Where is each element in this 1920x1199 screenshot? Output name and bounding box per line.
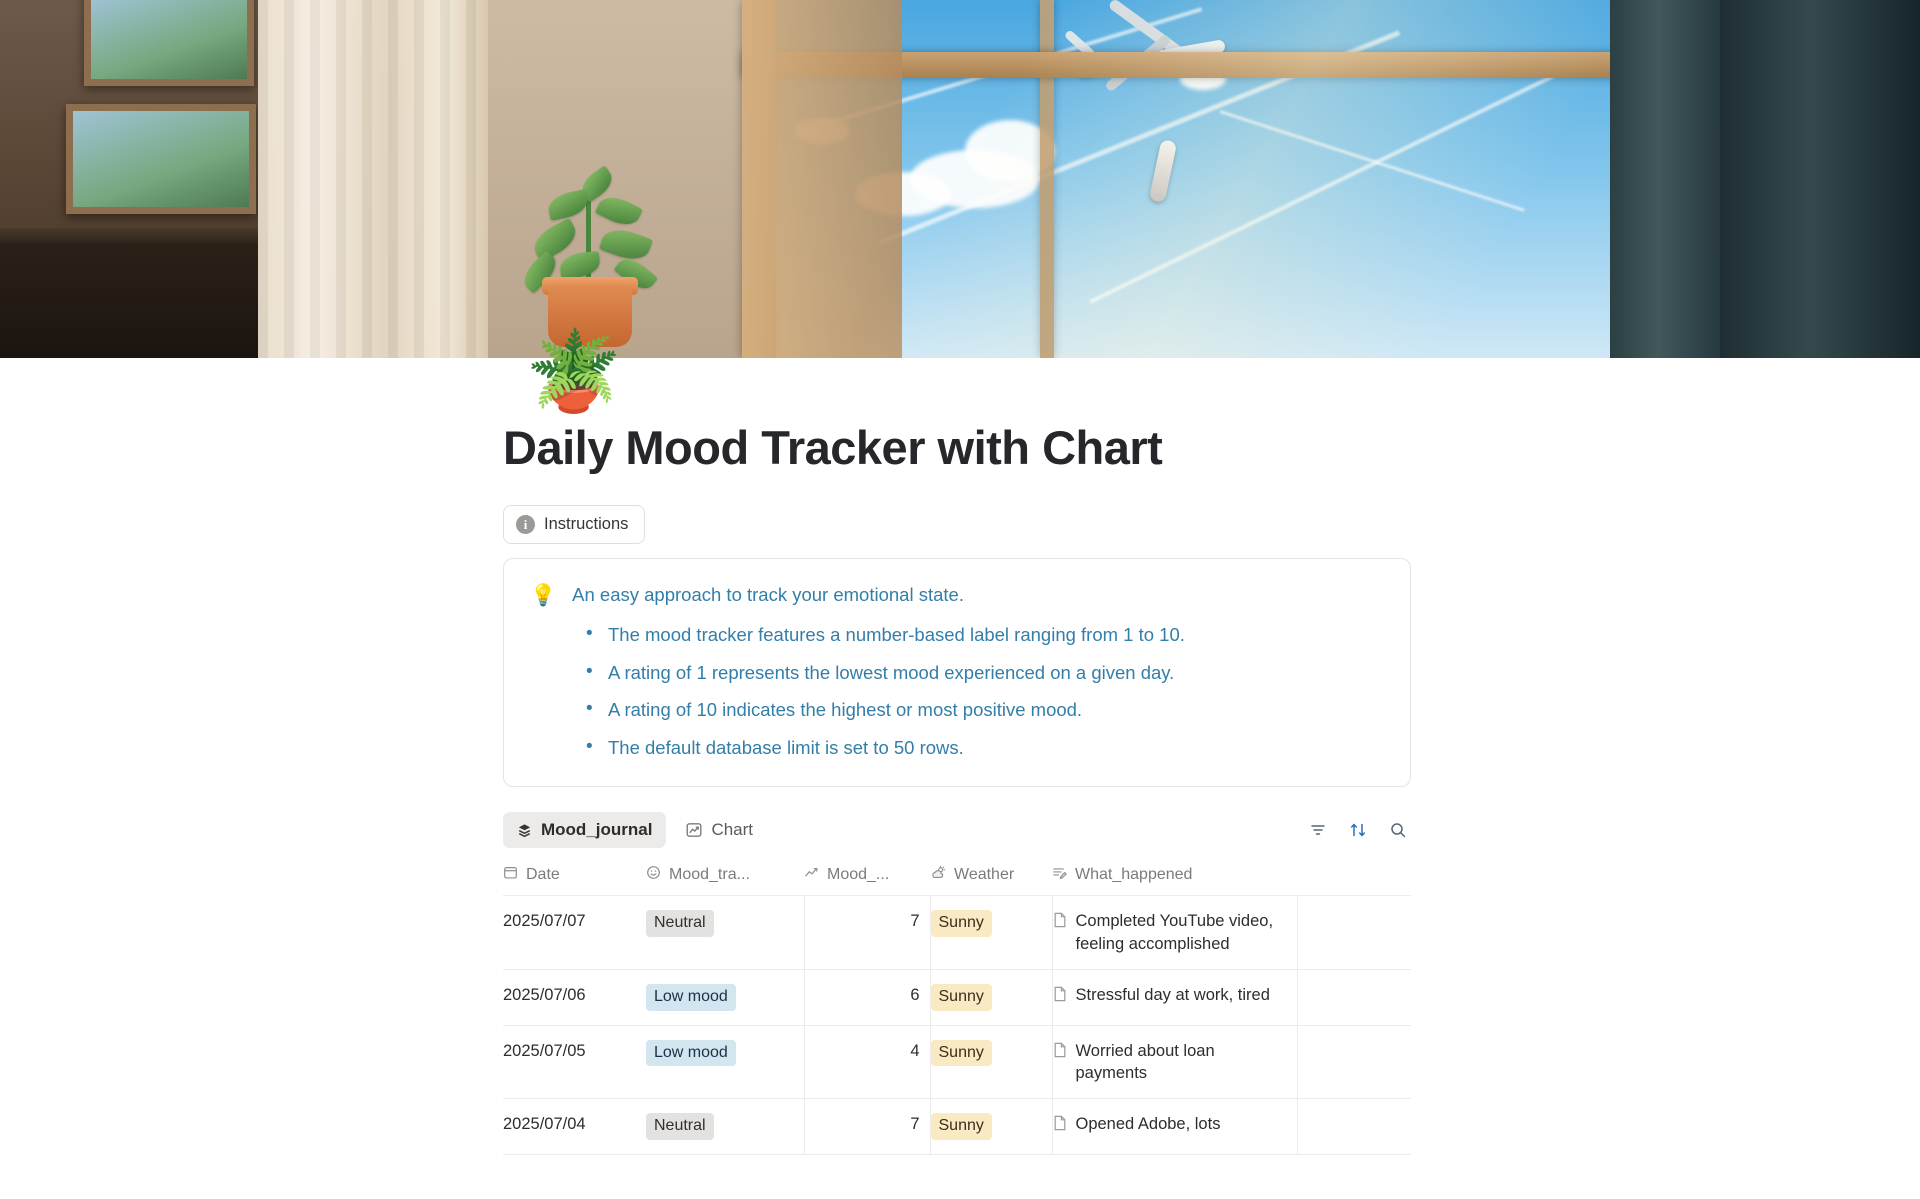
cell-empty — [1297, 1099, 1411, 1155]
document-icon — [1053, 1042, 1067, 1064]
instructions-toggle-label: Instructions — [544, 515, 629, 533]
table-row[interactable] — [503, 1099, 1411, 1155]
chart-line-icon — [686, 822, 702, 838]
column-header-weather[interactable] — [930, 855, 1052, 896]
column-header-date[interactable] — [503, 855, 646, 896]
what-happened-text: Opened Adobe, lots — [1075, 1115, 1221, 1134]
calendar-icon — [503, 865, 518, 885]
column-label: Date — [526, 866, 560, 884]
document-icon — [1053, 1115, 1067, 1137]
weather-badge: Sunny — [931, 1113, 992, 1140]
column-label: Mood_tra... — [669, 866, 750, 884]
status-badge: Low mood — [646, 984, 736, 1011]
what-happened-text: Stressful day at work, tired — [1075, 985, 1270, 1004]
filter-icon[interactable] — [1309, 821, 1327, 839]
instructions-list — [530, 622, 1384, 760]
weather-badge: Sunny — [931, 984, 992, 1011]
smiley-icon — [646, 865, 661, 885]
database-block — [503, 809, 1411, 1155]
cell-mood-score[interactable]: 7 — [804, 1099, 930, 1155]
database-toolbar — [503, 809, 1411, 851]
instructions-intro: An easy approach to track your emotional state. — [572, 584, 964, 605]
cell-date[interactable]: 2025/07/06 — [503, 969, 646, 1025]
page-icon-emoji[interactable]: 🪴 — [525, 327, 623, 415]
cell-mood-score[interactable]: 6 — [804, 969, 930, 1025]
status-badge: Neutral — [646, 1113, 714, 1140]
status-badge: Neutral — [646, 910, 714, 937]
table-row[interactable] — [503, 896, 1411, 970]
cell-what-happened[interactable] — [1052, 896, 1297, 970]
cell-mood-tracker[interactable] — [646, 896, 804, 970]
cell-mood-tracker[interactable] — [646, 969, 804, 1025]
cell-empty — [1297, 1025, 1411, 1099]
list-item: • A rating of 1 represents the lowest mood experienced on a given day. — [608, 660, 1384, 686]
column-label: Mood_... — [827, 866, 890, 884]
tab-chart[interactable] — [672, 812, 767, 848]
table-header-row — [503, 855, 1411, 896]
cell-mood-tracker[interactable] — [646, 1099, 804, 1155]
search-icon[interactable] — [1389, 821, 1407, 839]
curtain-left — [258, 0, 488, 358]
picture-frame — [66, 104, 256, 214]
cell-empty — [1297, 896, 1411, 970]
cell-weather[interactable] — [930, 896, 1052, 970]
weather-badge: Sunny — [931, 1040, 992, 1067]
cell-weather[interactable] — [930, 1099, 1052, 1155]
column-header-mood-score[interactable] — [804, 855, 930, 896]
column-header-what-happened[interactable] — [1052, 855, 1297, 896]
cell-what-happened[interactable] — [1052, 1099, 1297, 1155]
cell-mood-score[interactable]: 4 — [804, 1025, 930, 1099]
tab-mood-journal[interactable] — [503, 812, 666, 848]
column-label: Weather — [954, 866, 1015, 884]
table-row[interactable] — [503, 1025, 1411, 1099]
cell-date[interactable]: 2025/07/05 — [503, 1025, 646, 1099]
page-cover-image — [0, 0, 1920, 358]
tab-mood-journal-label: Mood_journal — [541, 820, 653, 840]
sort-icon[interactable] — [1349, 821, 1367, 839]
database-icon — [517, 823, 532, 838]
document-icon — [1053, 986, 1067, 1008]
column-header-empty — [1297, 855, 1411, 896]
picture-frame — [84, 0, 254, 86]
chart-line-icon — [804, 865, 819, 885]
column-label: What_happened — [1075, 866, 1193, 884]
instructions-toggle[interactable] — [503, 505, 645, 544]
info-icon: i — [516, 515, 535, 534]
cell-weather[interactable] — [930, 969, 1052, 1025]
what-happened-text: Completed YouTube video, feeling accomplished — [1075, 912, 1274, 953]
weather-badge: Sunny — [931, 910, 992, 937]
tab-chart-label: Chart — [711, 820, 754, 840]
cell-what-happened[interactable] — [1052, 1025, 1297, 1099]
list-item: • The default database limit is set to 50 rows. — [608, 735, 1384, 761]
document-icon — [1053, 912, 1067, 934]
cell-empty — [1297, 969, 1411, 1025]
database-view-tabs — [503, 812, 767, 848]
what-happened-text: Worried about loan payments — [1075, 1041, 1215, 1082]
cell-date[interactable]: 2025/07/07 — [503, 896, 646, 970]
cloud-sun-icon — [930, 865, 946, 885]
lightbulb-icon: 💡 — [530, 584, 557, 607]
text-edit-icon — [1052, 865, 1067, 885]
cell-date[interactable]: 2025/07/04 — [503, 1099, 646, 1155]
page-title: Daily Mood Tracker with Chart — [503, 421, 1163, 474]
cell-what-happened[interactable] — [1052, 969, 1297, 1025]
cover-illustration — [0, 0, 1920, 358]
curtain-right — [1610, 0, 1730, 358]
table-row[interactable] — [503, 969, 1411, 1025]
column-header-mood-tracker[interactable] — [646, 855, 804, 896]
list-item: • The mood tracker features a number-based label ranging from 1 to 10. — [608, 622, 1384, 648]
database-table — [503, 855, 1411, 1155]
cell-mood-score[interactable]: 7 — [804, 896, 930, 970]
status-badge: Low mood — [646, 1040, 736, 1067]
database-action-buttons — [1309, 821, 1411, 839]
cell-mood-tracker[interactable] — [646, 1025, 804, 1099]
page-body — [0, 327, 1920, 1155]
cell-weather[interactable] — [930, 1025, 1052, 1099]
instructions-callout — [503, 558, 1411, 787]
list-item: • A rating of 10 indicates the highest or most positive mood. — [608, 697, 1384, 723]
